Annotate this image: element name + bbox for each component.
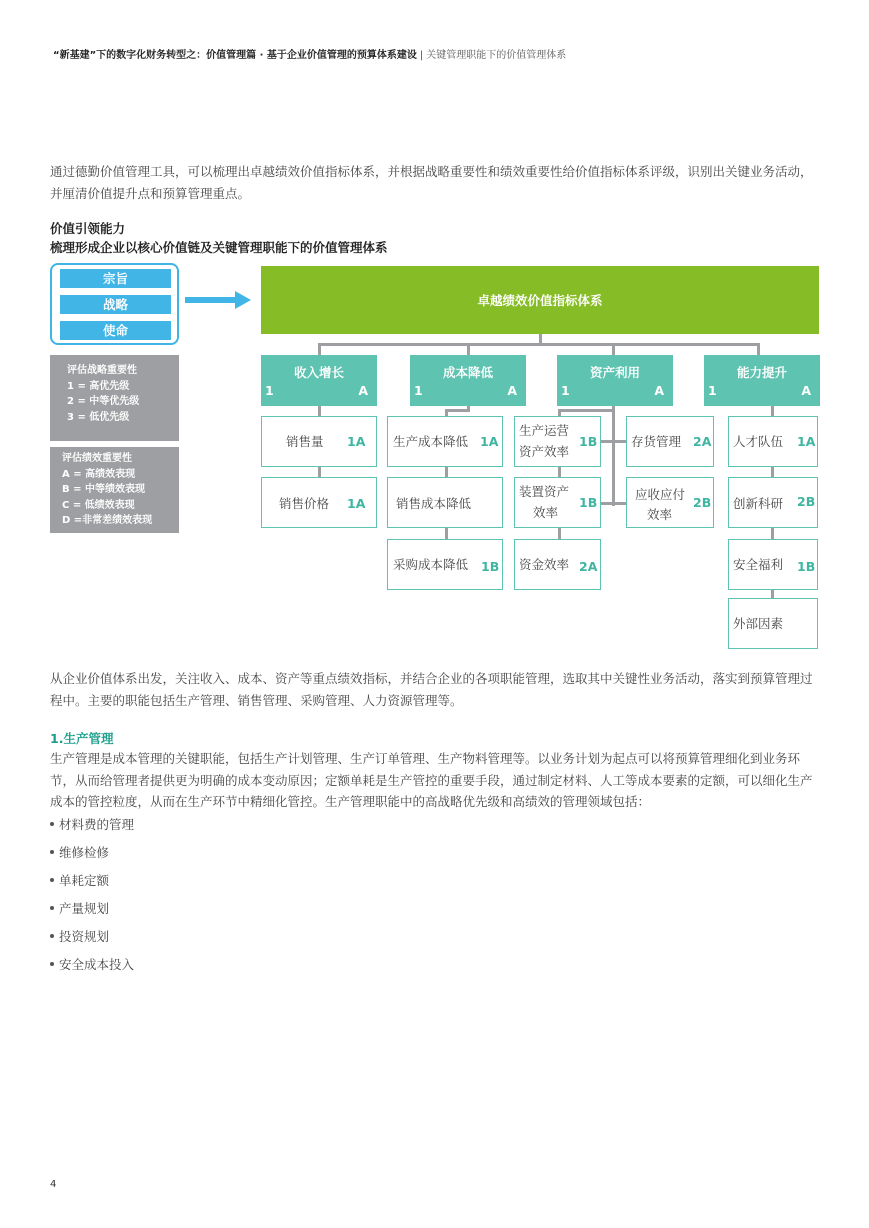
metric-purchase-cost: [387, 539, 503, 590]
connector: [467, 343, 470, 355]
metric-label: 外部因素: [733, 616, 784, 631]
pill-purpose: 宗旨: [60, 269, 171, 288]
metric-sales-price: [261, 477, 377, 528]
performance-index-bar: 卓越绩效价值指标体系: [261, 266, 819, 334]
metric-grade: 1A: [797, 434, 816, 449]
metric-innovation: [728, 477, 818, 528]
bullet-dot-icon: [50, 934, 54, 938]
legend-strategy-item: 1 = 高优先级: [67, 380, 130, 392]
list-item-text: 产量规划: [59, 901, 110, 916]
metric-grade: 1A: [480, 434, 499, 449]
bullet-dot-icon: [50, 850, 54, 854]
metric-external-factors: [728, 598, 818, 649]
metric-grade: 1A: [347, 434, 366, 449]
running-header: [53, 46, 566, 61]
pill-mission: 使命: [60, 321, 171, 340]
header-separator: |: [419, 50, 424, 61]
page-number: 4: [50, 1179, 57, 1190]
metric-fund-efficiency: [514, 539, 601, 590]
metric-production-asset-efficiency: [514, 416, 601, 467]
connector: [612, 406, 615, 506]
metric-label: 创新科研: [733, 496, 784, 511]
metric-label: 装置资产: [519, 484, 570, 499]
bullet-dot-icon: [50, 878, 54, 882]
bullet-dot-icon: [50, 822, 54, 826]
category-priority: 1: [265, 383, 274, 398]
category-revenue-growth: [261, 355, 377, 406]
connector: [445, 409, 470, 412]
metric-production-cost: [387, 416, 503, 467]
metric-label: 资产效率: [519, 444, 570, 459]
list-item: [50, 952, 134, 980]
list-item: [50, 812, 134, 840]
category-grade: A: [801, 383, 811, 398]
metric-grade: 1B: [481, 559, 500, 574]
metric-talent: [728, 416, 818, 467]
metric-grade: 1B: [579, 434, 598, 449]
bullet-list: [50, 812, 134, 980]
metric-equipment-asset-efficiency: [514, 477, 601, 528]
connector: [558, 409, 615, 412]
connector: [612, 343, 615, 355]
category-capability: [704, 355, 820, 406]
list-item: [50, 840, 134, 868]
metric-label: 存货管理: [631, 434, 682, 449]
connector: [601, 440, 627, 443]
connector: [601, 502, 627, 505]
legend-performance-item: D =非常差绩效表现: [62, 515, 153, 526]
metric-label: 采购成本降低: [393, 557, 469, 572]
section-title-production: 1.生产管理: [50, 731, 114, 746]
metric-receivable-payable: [626, 477, 714, 528]
legend-strategy-title: 评估战略重要性: [67, 365, 137, 376]
list-item: [50, 868, 134, 896]
metric-label: 人才队伍: [733, 434, 784, 449]
legend-strategy-item: 3 = 低优先级: [67, 411, 130, 423]
metric-label: 效率: [533, 505, 559, 520]
metric-grade: 2B: [693, 495, 712, 510]
metric-label: 安全福利: [733, 557, 784, 572]
connector: [318, 343, 321, 355]
metric-grade: 1B: [579, 495, 598, 510]
metric-inventory: [626, 416, 714, 467]
category-title: 成本降低: [442, 365, 493, 380]
subheading-capability: 价值引领能力: [50, 221, 126, 236]
metric-label: 销售量: [286, 434, 324, 449]
list-item-text: 维修检修: [59, 845, 110, 860]
metric-label: 销售成本降低: [396, 496, 472, 511]
metric-label: 效率: [647, 507, 673, 522]
legend-performance-item: B = 中等绩效表现: [62, 484, 145, 495]
list-item: [50, 924, 134, 952]
category-grade: A: [654, 383, 664, 398]
pill-strategy: 战略: [60, 295, 171, 314]
category-priority: 1: [414, 383, 423, 398]
metric-sales-volume: [261, 416, 377, 467]
metric-label: 应收应付: [635, 487, 686, 502]
list-item-text: 单耗定额: [59, 873, 110, 888]
list-item: [50, 896, 134, 924]
right-arrow-icon: [185, 291, 251, 309]
subheading-diagram-title: 梳理形成企业以核心价值链及关键管理职能下的价值管理体系: [50, 240, 388, 255]
bullet-dot-icon: [50, 962, 54, 966]
metric-grade: 2A: [693, 434, 712, 449]
metric-grade: 2A: [579, 559, 598, 574]
bullet-dot-icon: [50, 906, 54, 910]
category-priority: 1: [561, 383, 570, 398]
header-section: 关键管理职能下的价值管理体系: [426, 50, 567, 61]
metric-label: 生产运营: [519, 423, 570, 438]
legend-performance-item: C = 低绩效表现: [62, 499, 135, 511]
list-item-text: 投资规划: [59, 929, 110, 944]
category-cost-reduction: [410, 355, 526, 406]
metric-label: 生产成本降低: [393, 434, 469, 449]
category-title: 收入增长: [293, 365, 344, 380]
connector: [539, 334, 542, 344]
legend-performance-item: A = 高绩效表现: [62, 468, 136, 480]
mission-box: [50, 263, 179, 345]
body-paragraph: 从企业价值体系出发，关注收入、成本、资产等重点绩效指标，并结合企业的各项职能管理，选取其中关键性业务活动，落实到预算管理过程中。主要的职能包括生产管理、销售管理、采购管理、人力资源管理等。: [50, 671, 813, 708]
intro-paragraph: 通过德勤价值管理工具，可以梳理出卓越绩效价值指标体系，并根据战略重要性和绩效重要性给价值指标体系评级，识别出关键业务活动，并厘清价值提升点和预算管理重点。: [50, 164, 813, 201]
metric-label: 资金效率: [519, 557, 570, 572]
metric-safety-welfare: [728, 539, 818, 590]
header-title: “新基建”下的数字化财务转型之：价值管理篇 · 基于企业价值管理的预算体系建设: [53, 50, 417, 61]
connector: [757, 343, 760, 355]
legend-performance: [50, 447, 179, 533]
list-item-text: 材料费的管理: [59, 817, 135, 832]
category-priority: 1: [708, 383, 717, 398]
category-asset-utilization: [557, 355, 673, 406]
metric-grade: 1A: [347, 496, 366, 511]
category-title: 能力提升: [736, 365, 787, 380]
metric-grade: 2B: [797, 494, 816, 509]
legend-performance-title: 评估绩效重要性: [62, 453, 132, 464]
section-body-production: 生产管理是成本管理的关键职能，包括生产计划管理、生产订单管理、生产物料管理等。以业务计划为起点可以将预算管理细化到业务环节，从而给管理者提供更为明确的成本变动原因；定额单耗是生产管控的重要手段，通过制定材料、人工等成本要素的定额，可以细化生产成本的管控粒度，从而在生产环节中精细化管控。生产管理职能中的高战略优先级和高绩效的管理领域包括：: [50, 751, 813, 809]
legend-strategy-item: 2 = 中等优先级: [67, 396, 140, 407]
legend-strategy: [50, 355, 179, 441]
category-grade: A: [507, 383, 517, 398]
metric-grade: 1B: [797, 559, 816, 574]
list-item-text: 安全成本投入: [59, 957, 135, 972]
category-grade: A: [358, 383, 368, 398]
metric-label: 销售价格: [279, 496, 330, 511]
category-title: 资产利用: [589, 365, 640, 380]
metric-sales-cost: [387, 477, 503, 528]
